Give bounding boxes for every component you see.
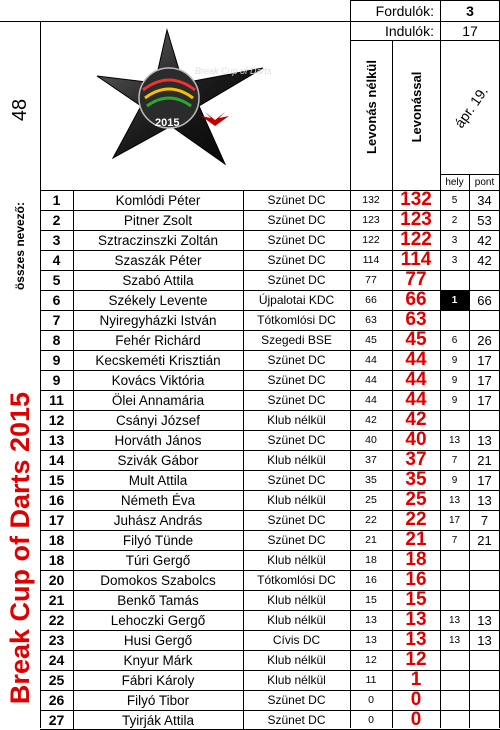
player-name-cell: Kecskeméti Krisztián — [95, 352, 221, 368]
rank-cell: 22 — [48, 612, 65, 628]
rank-cell: 14 — [48, 452, 65, 468]
place-cell — [440, 670, 469, 690]
net-score-cell: 22 — [405, 510, 427, 530]
club-cell: Szünet DC — [267, 353, 326, 367]
gross-score-cell: 35 — [365, 474, 377, 486]
rank-cell: 13 — [48, 432, 65, 448]
player-name-cell: Németh Éva — [120, 492, 196, 508]
player-name-cell: Domokos Szabolcs — [100, 572, 216, 588]
rank-cell: 18 — [48, 532, 65, 548]
net-score-cell: 42 — [405, 410, 427, 430]
place-cell: 9 — [451, 474, 458, 486]
club-cell: Klub nélkül — [267, 673, 326, 687]
rank-cell: 8 — [52, 332, 61, 348]
gross-score-cell: 18 — [365, 554, 377, 566]
place-cell: 3 — [451, 234, 458, 246]
club-cell: Szünet DC — [267, 253, 326, 267]
place-cell: 13 — [448, 614, 461, 626]
place-cell: 7 — [451, 454, 458, 466]
rank-cell: 15 — [48, 472, 65, 488]
gross-score-cell: 132 — [362, 194, 380, 206]
rank-cell: 20 — [48, 572, 65, 588]
gross-score-cell: 12 — [365, 654, 377, 666]
club-cell: Cívis DC — [272, 633, 321, 647]
player-name-cell: Juhász András — [113, 512, 203, 528]
points-cell: 42 — [477, 232, 492, 248]
net-score-cell: 0 — [410, 690, 422, 710]
net-score-cell: 114 — [400, 250, 432, 270]
gross-score-cell: 44 — [365, 354, 377, 366]
points-cell: 13 — [477, 492, 492, 508]
svg-text:Break Cup of Darts: Break Cup of Darts — [195, 66, 272, 76]
place-cell: 6 — [451, 334, 458, 346]
break-cup-logo — [95, 28, 275, 168]
rank-cell: 18 — [48, 552, 65, 568]
gross-score-cell: 123 — [362, 214, 380, 226]
rank-cell: 16 — [48, 492, 65, 508]
net-score-cell: 45 — [405, 330, 427, 350]
rank-cell: 7 — [52, 312, 61, 328]
place-cell — [440, 650, 469, 670]
gross-score-cell: 37 — [365, 454, 377, 466]
player-name-cell: Fábri Károly — [121, 672, 195, 688]
player-name-cell: Sztraczinszki Zoltán — [97, 232, 219, 248]
place-cell: 9 — [451, 374, 458, 386]
net-score-cell: 44 — [405, 370, 427, 390]
place-cell — [440, 270, 469, 290]
club-cell: Klub nélkül — [267, 653, 326, 667]
net-score-cell: 13 — [405, 610, 427, 630]
total-entrants-label: összes nevező: — [13, 201, 27, 291]
rank-cell: 25 — [48, 672, 65, 688]
net-score-cell: 122 — [400, 230, 432, 250]
gross-score-cell: 22 — [365, 514, 377, 526]
round-date: ápr. 19. — [451, 83, 491, 131]
gross-score-cell: 0 — [368, 714, 374, 726]
place-cell — [440, 310, 469, 330]
gross-score-cell: 21 — [365, 534, 377, 546]
points-cell: 17 — [477, 352, 492, 368]
club-cell: Klub nélkül — [267, 453, 326, 467]
rounds-label: Fordulók: — [375, 2, 434, 19]
net-score-cell: 1 — [410, 670, 422, 690]
place-cell: 13 — [448, 634, 461, 646]
place-cell: 5 — [451, 194, 458, 206]
place-cell — [440, 690, 469, 710]
club-cell: Szünet DC — [267, 213, 326, 227]
player-name-cell: Mult Attila — [128, 472, 188, 488]
rank-cell: 12 — [48, 412, 65, 428]
place-cell: 3 — [451, 254, 458, 266]
points-cell — [469, 550, 500, 570]
player-name-cell: Csányi József — [115, 412, 201, 428]
player-name-cell: Benkő Tamás — [117, 592, 199, 608]
club-cell: Tótkomlósi DC — [257, 313, 336, 327]
net-score-cell: 0 — [410, 710, 422, 730]
net-score-cell: 44 — [405, 350, 427, 370]
club-cell: Szünet DC — [267, 713, 326, 727]
points-cell — [469, 690, 500, 710]
club-cell: Szünet DC — [267, 473, 326, 487]
points-cell: 13 — [477, 432, 492, 448]
points-cell — [469, 570, 500, 590]
points-cell: 21 — [477, 452, 492, 468]
points-cell: 42 — [477, 252, 492, 268]
player-name-cell: Husi Gergő — [123, 632, 193, 648]
club-cell: Szünet DC — [267, 273, 326, 287]
net-score-cell: 35 — [405, 470, 427, 490]
net-score-cell: 132 — [400, 190, 432, 210]
points-cell — [469, 710, 500, 730]
svg-text:2015: 2015 — [155, 117, 180, 129]
gross-score-cell: 66 — [365, 294, 377, 306]
club-cell: Klub nélkül — [267, 413, 326, 427]
club-cell: Szünet DC — [267, 693, 326, 707]
net-score-cell: 12 — [405, 650, 427, 670]
place-cell: 13 — [448, 494, 461, 506]
player-name-cell: Knyur Márk — [123, 652, 193, 668]
points-cell — [469, 270, 500, 290]
points-cell — [469, 310, 500, 330]
club-cell: Klub nélkül — [267, 593, 326, 607]
rank-cell: 6 — [52, 292, 61, 308]
rank-cell: 1 — [52, 192, 61, 208]
entrants-value: 17 — [462, 22, 478, 39]
place-cell — [440, 570, 469, 590]
gross-score-cell: 40 — [365, 434, 377, 446]
player-name-cell: Szaszák Péter — [114, 252, 202, 268]
gross-score-cell: 13 — [365, 614, 377, 626]
club-cell: Szünet DC — [267, 193, 326, 207]
net-score-cell: 15 — [405, 590, 427, 610]
event-title: Break Cup of Darts 2015 — [4, 391, 35, 705]
rank-cell: 21 — [48, 592, 65, 608]
net-score-cell: 13 — [405, 630, 427, 650]
col-header-gross: Levonás nélkül — [363, 60, 379, 154]
points-cell: 17 — [477, 392, 492, 408]
gross-score-cell: 63 — [365, 314, 377, 326]
place-cell — [440, 550, 469, 570]
points-cell — [469, 670, 500, 690]
player-name-cell: Horváth János — [114, 432, 202, 448]
net-score-cell: 63 — [405, 310, 427, 330]
entrants-label: Indulók: — [384, 22, 434, 39]
player-name-cell: Lehoczki Gergő — [110, 612, 206, 628]
rank-cell: 5 — [52, 272, 61, 288]
player-name-cell: Pitner Zsolt — [123, 212, 193, 228]
club-cell: Újpalotai KDC — [258, 293, 335, 307]
net-score-cell: 77 — [405, 270, 427, 290]
gross-score-cell: 122 — [362, 234, 380, 246]
player-name-cell: Filyó Tünde — [122, 532, 194, 548]
rank-cell: 27 — [48, 712, 65, 728]
rank-cell: 2 — [52, 212, 61, 228]
place-cell: 9 — [451, 394, 458, 406]
club-cell: Klub nélkül — [267, 613, 326, 627]
gross-score-cell: 44 — [365, 394, 377, 406]
net-score-cell: 40 — [405, 430, 427, 450]
player-name-cell: Szivák Gábor — [117, 452, 199, 468]
points-cell: 66 — [477, 292, 492, 308]
gross-score-cell: 11 — [365, 674, 377, 686]
gross-score-cell: 13 — [365, 634, 377, 646]
net-score-cell: 18 — [405, 550, 427, 570]
points-cell: 17 — [477, 472, 492, 488]
gross-score-cell: 114 — [362, 254, 380, 266]
points-cell: 13 — [477, 632, 492, 648]
place-cell — [440, 410, 469, 430]
rank-cell: 3 — [52, 232, 61, 248]
club-cell: Szünet DC — [267, 373, 326, 387]
net-score-cell: 66 — [405, 290, 427, 310]
place-cell — [440, 590, 469, 610]
place-cell: 13 — [448, 434, 461, 446]
rank-cell: 9 — [52, 352, 61, 368]
place-cell — [440, 710, 469, 730]
col-header-net: Levonással — [408, 71, 424, 143]
net-score-cell: 21 — [405, 530, 427, 550]
points-cell — [469, 590, 500, 610]
points-cell: 17 — [477, 372, 492, 388]
club-cell: Szünet DC — [267, 513, 326, 527]
club-cell: Szegedi BSE — [261, 333, 332, 347]
player-name-cell: Túri Gergő — [125, 552, 191, 568]
gross-score-cell: 25 — [365, 494, 377, 506]
place-cell: 1 — [440, 290, 469, 310]
club-cell: Szünet DC — [267, 393, 326, 407]
place-cell: 9 — [451, 354, 458, 366]
points-cell — [469, 410, 500, 430]
player-name-cell: Filyó Tibor — [126, 692, 190, 708]
player-name-cell: Kovács Viktória — [111, 372, 205, 388]
player-name-cell: Nyiregyházki István — [99, 312, 217, 328]
gross-score-cell: 45 — [365, 334, 377, 346]
points-cell: 26 — [477, 332, 492, 348]
club-cell: Szünet DC — [267, 533, 326, 547]
pont-header: pont — [474, 176, 495, 188]
net-score-cell: 123 — [400, 210, 432, 230]
rank-cell: 11 — [49, 392, 64, 408]
club-cell: Klub nélkül — [267, 493, 326, 507]
points-cell: 53 — [477, 212, 492, 228]
gross-score-cell: 16 — [365, 574, 377, 586]
net-score-cell: 25 — [405, 490, 427, 510]
rank-cell: 17 — [48, 512, 65, 528]
rank-cell: 23 — [48, 632, 65, 648]
club-cell: Szünet DC — [267, 433, 326, 447]
points-cell — [469, 650, 500, 670]
rank-cell: 4 — [52, 252, 61, 268]
rounds-value: 3 — [466, 2, 474, 19]
entry-count: 48 — [8, 98, 31, 122]
points-cell: 7 — [480, 512, 489, 528]
gross-score-cell: 44 — [365, 374, 377, 386]
player-name-cell: Szabó Attila — [122, 272, 194, 288]
rank-cell: 26 — [48, 692, 65, 708]
rank-cell: 9 — [52, 372, 61, 388]
points-cell: 13 — [477, 612, 492, 628]
club-cell: Tótkomlósi DC — [257, 573, 336, 587]
net-score-cell: 44 — [405, 390, 427, 410]
gross-score-cell: 0 — [368, 694, 374, 706]
place-cell: 2 — [451, 214, 458, 226]
points-cell: 21 — [477, 532, 492, 548]
net-score-cell: 37 — [405, 450, 427, 470]
gross-score-cell: 42 — [365, 414, 377, 426]
place-cell: 17 — [448, 514, 461, 526]
player-name-cell: Ölei Annamária — [111, 392, 205, 408]
club-cell: Szünet DC — [267, 233, 326, 247]
points-cell: 34 — [477, 192, 492, 208]
gross-score-cell: 77 — [365, 274, 377, 286]
gross-score-cell: 15 — [365, 594, 377, 606]
player-name-cell: Komlódi Péter — [115, 192, 201, 208]
player-name-cell: Tyirják Attila — [121, 712, 195, 728]
player-name-cell: Székely Levente — [108, 292, 208, 308]
player-name-cell: Fehér Richárd — [115, 332, 201, 348]
hely-header: hely — [445, 176, 464, 188]
place-cell: 7 — [451, 534, 458, 546]
club-cell: Klub nélkül — [267, 553, 326, 567]
rank-cell: 24 — [48, 652, 65, 668]
net-score-cell: 16 — [405, 570, 427, 590]
